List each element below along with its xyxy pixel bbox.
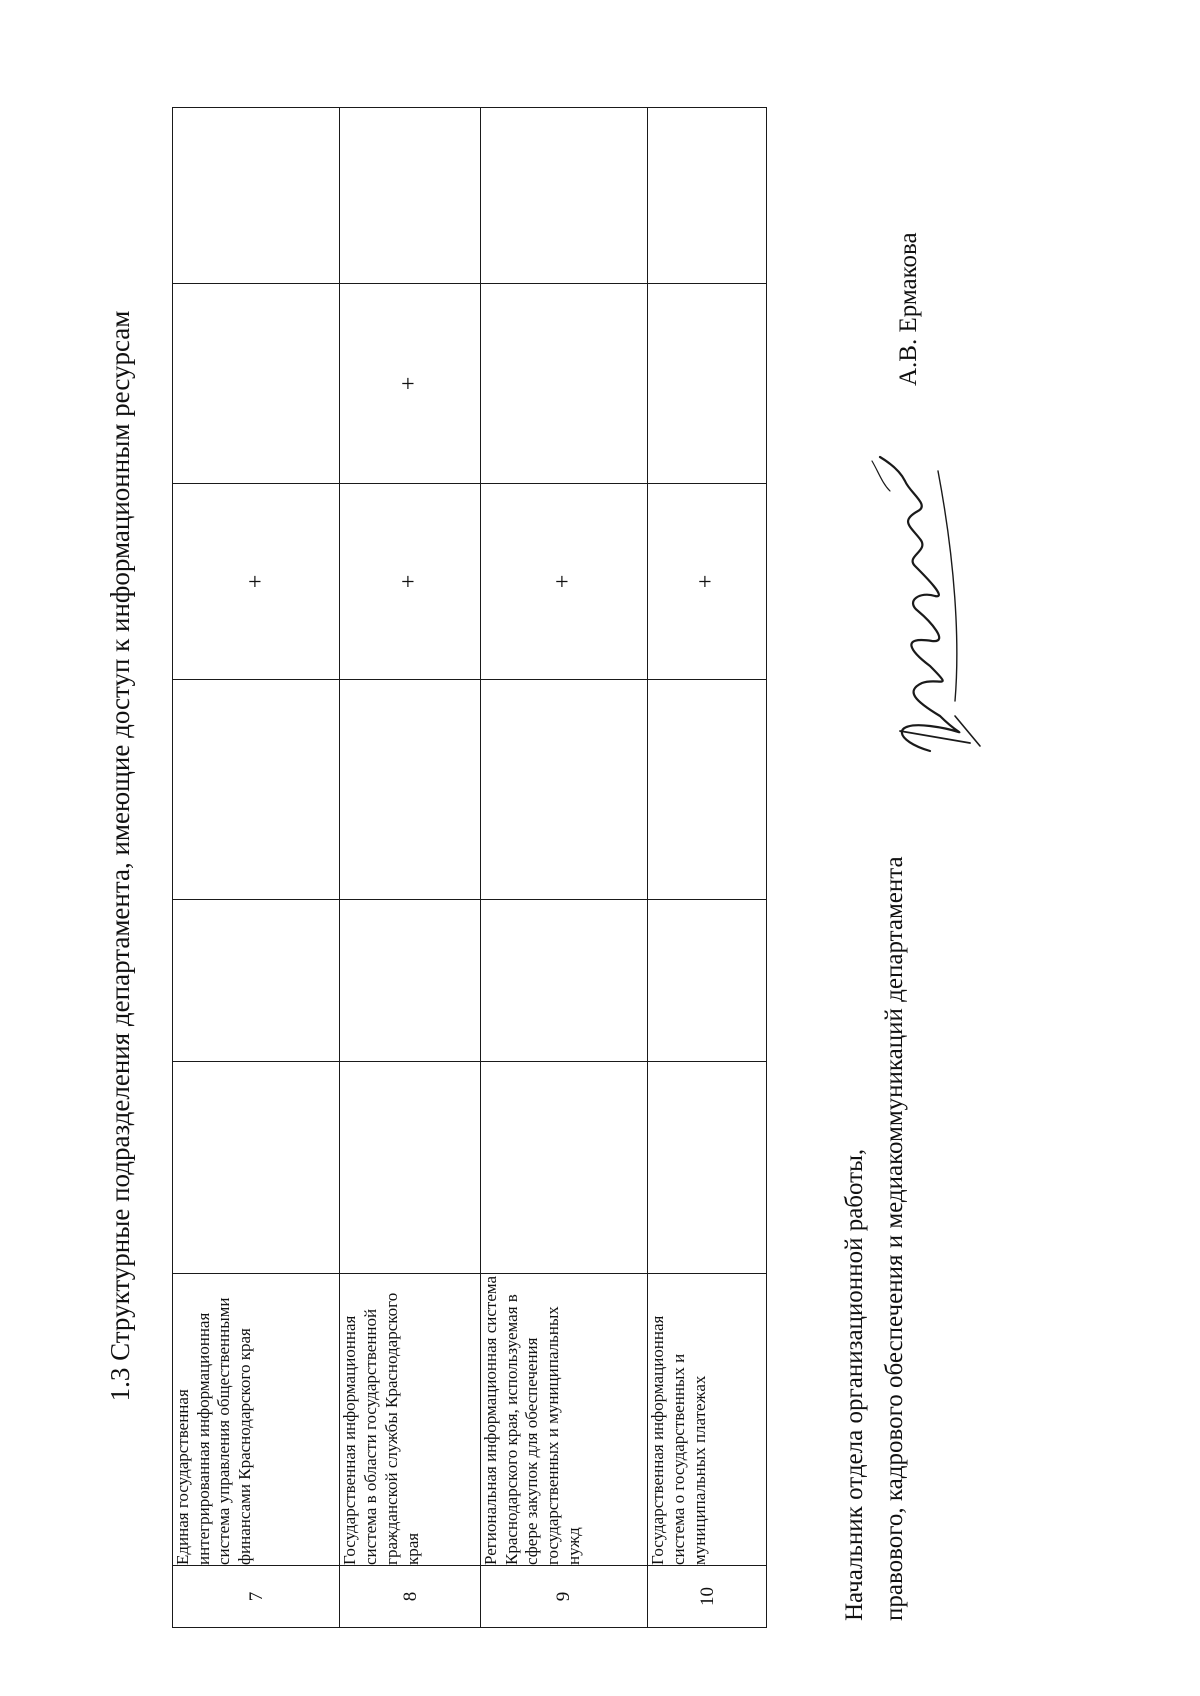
- access-cell: [340, 108, 480, 284]
- access-cell: [480, 900, 647, 1062]
- resource-name: Региональная информационная система Краснодарского края, используемая в сфере закупок для обеспечения государственных и муниципальных нужд: [480, 1274, 647, 1566]
- row-number: 10: [648, 1566, 767, 1628]
- access-cell: [340, 680, 480, 900]
- table-row: [340, 108, 480, 1628]
- position-line-1: Начальник отдела организационной работы,: [841, 1148, 868, 1621]
- access-cell: [173, 108, 340, 284]
- access-cell: [480, 1062, 647, 1274]
- row-number: 7: [173, 1566, 340, 1628]
- access-cell: [173, 680, 340, 900]
- access-cell: [480, 484, 647, 680]
- access-cell: [173, 484, 340, 680]
- access-cell: [173, 1062, 340, 1274]
- table-row: [648, 108, 767, 1628]
- access-mark: +: [550, 574, 577, 589]
- row-number: 9: [480, 1566, 647, 1628]
- access-mark: +: [242, 574, 269, 589]
- access-mark: +: [693, 574, 720, 589]
- access-cell: [480, 680, 647, 900]
- signature-block-position: [835, 856, 915, 1621]
- access-cell: [648, 680, 767, 900]
- handwritten-signature: [860, 451, 990, 761]
- access-cell: [648, 284, 767, 484]
- access-mark: +: [396, 376, 423, 391]
- resource-name: Единая государственная интегрированная информационная система управления общественными финансами Краснодарского края: [173, 1274, 340, 1566]
- access-cell: [340, 284, 480, 484]
- access-cell: [648, 1062, 767, 1274]
- access-cell: [340, 1062, 480, 1274]
- section-heading: 1.3 Структурные подразделения департамента, имеющие доступ к информационным ресурсам: [105, 310, 135, 1402]
- access-table: [172, 107, 767, 1628]
- access-cell: [173, 284, 340, 484]
- access-cell: [340, 484, 480, 680]
- resource-name: Государственная информационная система в области государственной гражданской службы Краснодарского края: [340, 1274, 480, 1566]
- access-cell: [648, 484, 767, 680]
- position-line-2: правового, кадрового обеспечения и медиакоммуникаций департамента: [881, 856, 908, 1621]
- access-cell: [480, 284, 647, 484]
- access-cell: [173, 900, 340, 1062]
- table-row: [480, 108, 647, 1628]
- access-mark: +: [396, 574, 423, 589]
- access-cell: [480, 108, 647, 284]
- access-cell: [648, 900, 767, 1062]
- resource-name: Государственная информационная система о государственных и муниципальных платежах: [648, 1274, 767, 1566]
- access-cell: [340, 900, 480, 1062]
- access-cell: [648, 108, 767, 284]
- table-row: [173, 108, 340, 1628]
- signatory-name: А.В. Ермакова: [895, 232, 922, 386]
- row-number: 8: [340, 1566, 480, 1628]
